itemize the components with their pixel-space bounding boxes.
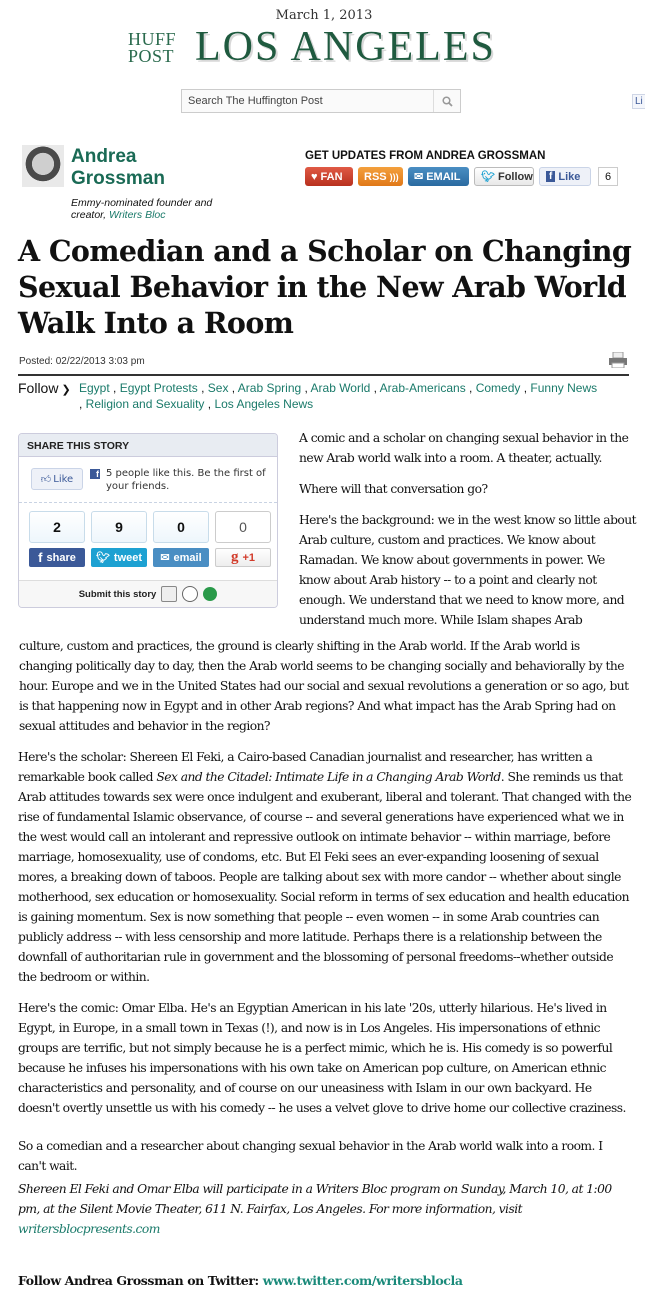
- tag-link[interactable]: Comedy: [475, 381, 521, 395]
- reddit-icon[interactable]: [182, 586, 198, 602]
- email-label: EMAIL: [426, 170, 461, 183]
- stumbleupon-icon[interactable]: [203, 587, 217, 601]
- email-label: email: [173, 551, 202, 564]
- email-count: 0: [153, 511, 209, 543]
- twitter-follow-label: Follow Andrea Grossman on Twitter:: [18, 1273, 259, 1288]
- article-headline: A Comedian and a Scholar on Changing Sexual Behavior in the New Arab World Walk Into a Room: [18, 234, 632, 340]
- plus-one-label: +1: [242, 551, 256, 564]
- writers-bloc-site-link[interactable]: writersblocpresents.com: [18, 1222, 160, 1236]
- share-box: [18, 433, 278, 608]
- fan-label: FAN: [320, 170, 343, 183]
- paragraph: [18, 747, 633, 987]
- event-text: Shereen El Feki and Omar Elba will participate in a Writers Bloc program on Sunday, March 10, at 1:00 pm, at the Silent Movie Theater, 611 N. Fairfax, Los Angeles. For more information, visit: [18, 1182, 612, 1216]
- like-count: 6: [598, 167, 618, 186]
- tag-link[interactable]: Los Angeles News: [214, 397, 314, 411]
- header-divider: [18, 374, 629, 376]
- like-label: Like: [558, 170, 581, 183]
- author-name[interactable]: [71, 146, 165, 190]
- follow-label: [18, 380, 71, 396]
- google-plus-icon: g: [230, 549, 239, 565]
- tag-link[interactable]: Egypt: [79, 381, 110, 395]
- tag-link[interactable]: Sex: [207, 381, 229, 395]
- chevron-right-icon: ❯: [58, 384, 71, 396]
- envelope-icon: ✉: [160, 552, 170, 564]
- google-plus-button[interactable]: [215, 548, 271, 567]
- paragraph: A comic and a scholar on changing sexual behavior in the new Arab world walk into a room. A theater, actually.: [299, 431, 629, 465]
- digg-icon[interactable]: [161, 586, 177, 602]
- paragraph: So a comedian and a researcher about changing sexual behavior in the Arab world walk into a room. I can't wait.: [18, 1139, 603, 1173]
- logo-line-1: HUFF: [128, 29, 177, 49]
- rss-label: RSS: [364, 170, 387, 183]
- search-input[interactable]: [182, 90, 439, 112]
- tweet-label: tweet: [113, 551, 143, 564]
- page-like-button[interactable]: Li: [632, 94, 645, 109]
- submit-story-row: [19, 580, 277, 607]
- tag-link[interactable]: Arab-Americans: [379, 381, 466, 395]
- posted-date: Posted: 02/22/2013 3:03 pm: [19, 356, 145, 367]
- search-bar: [181, 89, 461, 113]
- author-bio: [71, 197, 241, 221]
- huffpost-logo[interactable]: [128, 31, 176, 65]
- author-bio-text: Emmy-nominated founder and creator,: [71, 197, 213, 221]
- paragraph: Here's the comic: Omar Elba. He's an Egyptian American in his late '20s, utterly hilarious. He's lived in Egypt, in Europe, in a small town in Texas (!), and now is in Los Angeles. His impersonations of ethnic groups are terrific, but not simply because he is a perfect mimic, which he is. His comedy is so powerful because he infuses his impersonations with his own take on American pop culture, on American ethnic characteristics and personality, and of course on our uneasiness with Islam in our own backyard. He doesn't overtly unsettle us with his comedy -- he uses a velvet glove to drive home our collective craziness.: [18, 1001, 626, 1115]
- tag-link[interactable]: Funny News: [530, 381, 598, 395]
- book-title: Sex and the Citadel: Intimate Life in a Changing Arab World: [156, 770, 501, 784]
- facebook-share-count: 2: [29, 511, 85, 543]
- fan-button[interactable]: [305, 167, 353, 186]
- share-divider: [19, 502, 277, 503]
- twitter-follow-line: [18, 1273, 463, 1288]
- author-avatar: [22, 145, 64, 187]
- twitter-bird-icon: 🐦︎: [95, 552, 110, 564]
- author-first-name: Andrea: [71, 146, 137, 167]
- like-label: Like: [53, 473, 74, 485]
- facebook-icon: f: [546, 171, 555, 182]
- share-title: SHARE THIS STORY: [19, 434, 277, 457]
- share-buttons: [29, 548, 271, 567]
- follow-label: Follow: [497, 170, 533, 183]
- updates-title: GET UPDATES FROM ANDREA GROSSMAN: [305, 150, 546, 162]
- event-note: [18, 1179, 633, 1239]
- envelope-icon: ✉: [414, 171, 424, 183]
- twitter-profile-link[interactable]: www.twitter.com/writersblocla: [262, 1273, 463, 1288]
- thumbs-up-icon: 👍︎: [40, 474, 52, 485]
- author-last-name: Grossman: [71, 168, 165, 189]
- share-counts: [29, 511, 271, 543]
- printer-icon[interactable]: [609, 352, 627, 368]
- share-label: share: [46, 551, 76, 564]
- edition-title[interactable]: LOS ANGELES: [195, 24, 496, 70]
- facebook-like-button[interactable]: [31, 468, 83, 490]
- tweet-button[interactable]: [91, 548, 147, 567]
- facebook-icon: f: [38, 550, 43, 565]
- facebook-icon: f: [90, 469, 100, 479]
- paragraph-text: . She reminds us that Arab attitudes towards sex were once indulgent and exuberant, liberal and tolerant. That changed with the rise of fundamental Islamic observance, of course -- and several generations have experienced what we in the west would call an intolerant and repressive outlook on intimate behavior -- within marriage, before marriage, homosexuality, use of condoms, etc. But El Feki sees an ever-expanding loosening of sexual mores, a breaking down of taboos. People are talking about sex with more candor -- whether about single motherhood, sex education or homosexuality. Social reform in terms of sex education and health education is gaining momentum. Sex is now something that people -- even women -- in some Arab countries can publicly address -- with less censorship and more latitude. Perhaps there is a relationship between the downfall of authoritarian rule in government and the blossoming of personal freedoms--whether outside the bedroom or within.: [18, 770, 632, 984]
- facebook-like-text: 5 people like this. Be the first of your friends.: [106, 468, 266, 492]
- search-icon: [442, 96, 453, 107]
- search-button[interactable]: [433, 90, 460, 112]
- tag-link[interactable]: Egypt Protests: [119, 381, 198, 395]
- paragraph: Here's the background: we in the west know so little about Arab culture, custom and practices. We know about Ramadan. We know about governments in power. We know about Arab history -- to a point and clearly not enough. We understand that we need to know more, and understand much more. While Islam shapes Arab: [299, 513, 637, 627]
- edition-date: March 1, 2013: [275, 8, 373, 23]
- writers-bloc-link[interactable]: Writers Bloc: [108, 209, 166, 221]
- updates-buttons: [305, 167, 618, 186]
- paragraph-text: Here's the scholar: Shereen El Feki, a Cairo-based Canadian journalist and researcher, has written a remarkable book called: [18, 750, 593, 784]
- logo-line-2: POST: [128, 46, 175, 66]
- tag-list: Egypt , Egypt Protests , Sex , Arab Spring , Arab World , Arab-Americans , Comedy , Funny News , Religion and Sexuality , Los Angeles News: [79, 381, 598, 411]
- paragraph: Where will that conversation go?: [299, 482, 488, 496]
- follow-text: Follow: [18, 380, 59, 396]
- email-button[interactable]: [408, 167, 469, 186]
- rss-button[interactable]: [358, 167, 403, 186]
- twitter-bird-icon: 🐦︎: [481, 171, 495, 183]
- email-share-button[interactable]: [153, 548, 209, 567]
- tweet-count: 9: [91, 511, 147, 543]
- twitter-follow-button[interactable]: [474, 167, 534, 186]
- rss-icon: ))): [389, 171, 399, 182]
- submit-label: Submit this story: [78, 588, 157, 600]
- tag-link[interactable]: Religion and Sexuality: [85, 397, 205, 411]
- facebook-share-button[interactable]: [29, 548, 85, 567]
- tag-link[interactable]: Arab Spring: [237, 381, 302, 395]
- tag-link[interactable]: Arab World: [310, 381, 371, 395]
- heart-icon: ♥: [311, 170, 318, 183]
- plus-one-count: 0: [215, 511, 271, 543]
- article-body-right: [299, 428, 639, 630]
- facebook-like-button[interactable]: [539, 167, 591, 186]
- paragraph: culture, custom and practices, the ground is clearly shifting in the Arab world. If the Arab world is changing politically day to day, then the Arab world seems to be changing socially and behaviorally by the hour. Europe and we in the United States had our social and sexual revolutions a generation or so ago, but is that happening now in Egypt and in other Arab regions? And what impact has the Arab Spring had on sexual attitudes and behavior in the region?: [19, 639, 629, 733]
